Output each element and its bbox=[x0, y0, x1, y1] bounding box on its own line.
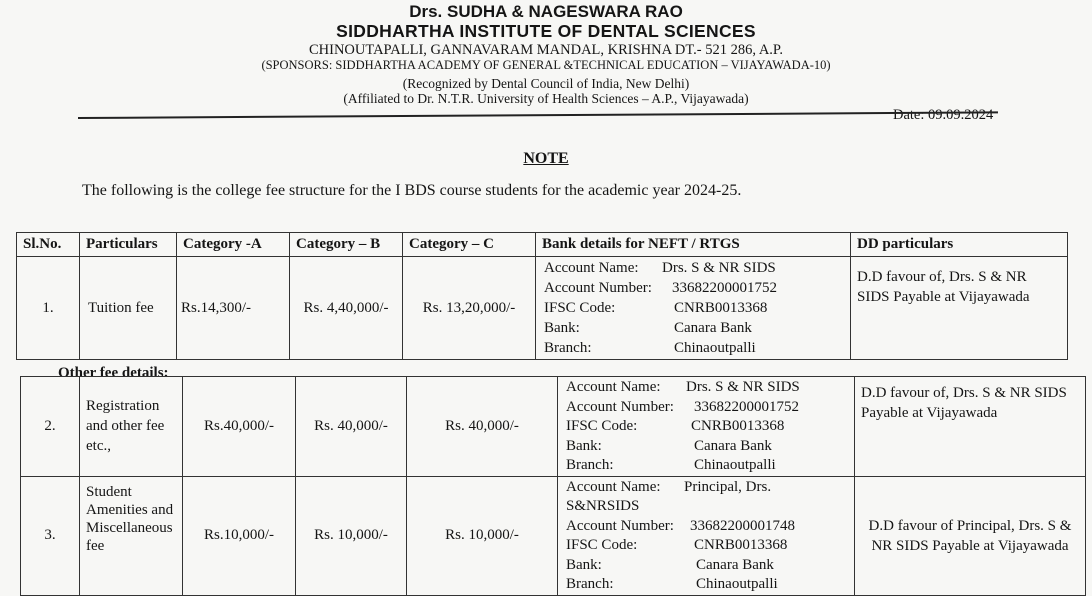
table-row bbox=[17, 257, 1068, 360]
other-fee-label: Other fee details: bbox=[58, 365, 169, 381]
col-category-b: Category – B bbox=[290, 233, 403, 257]
row-cat-b: Rs. 10,000/- bbox=[296, 476, 407, 595]
row-dd-particulars: D.D favour of, Drs. S & NR SIDS Payable at Vijayawada bbox=[855, 377, 1086, 477]
row-cat-a: Rs.14,300/- bbox=[177, 257, 290, 360]
institute-recognition: (Recognized by Dental Council of India, New Delhi) bbox=[402, 76, 690, 91]
bank-branch: Chinaoutpalli bbox=[694, 457, 776, 473]
bank-name: Canara Bank bbox=[694, 437, 772, 454]
institute-sponsors: (SPONSORS: SIDDHARTHA ACADEMY OF GENERAL &TECHNICAL EDUCATION – VIJAYAWADA-10) bbox=[261, 58, 831, 72]
row-particulars: Registration and other fee etc., bbox=[80, 377, 183, 477]
institute-address: CHINOUTAPALLI, GANNAVARAM MANDAL, KRISHNA DT.- 521 286, A.P. bbox=[308, 42, 784, 58]
bank-name: Canara Bank bbox=[674, 320, 752, 336]
note-title: NOTE bbox=[523, 150, 569, 167]
row-sl: 1. bbox=[17, 257, 80, 360]
note-heading bbox=[0, 150, 1092, 168]
row-cat-a: Rs.40,000/- bbox=[183, 377, 296, 477]
header-divider bbox=[78, 111, 998, 119]
institute-sponsor-name: Drs. SUDHA & NAGESWARA RAO bbox=[409, 2, 683, 21]
bank-account-number: 33682200001752 bbox=[694, 398, 799, 415]
col-bank-details: Bank details for NEFT / RTGS bbox=[536, 233, 851, 257]
row-dd-particulars: D.D favour of Principal, Drs. S & NR SIDS Payable at Vijayawada bbox=[855, 476, 1086, 595]
row-sl: 2. bbox=[21, 377, 80, 477]
other-fee-table bbox=[20, 376, 1086, 596]
bank-ifsc: CNRB0013368 bbox=[694, 537, 788, 553]
row-cat-c: Rs. 10,000/- bbox=[407, 476, 558, 595]
institute-affiliation: (Affiliated to Dr. N.T.R. University of Health Sciences – A.P., Vijayawada) bbox=[343, 91, 749, 106]
intro-text: The following is the college fee structure for the I BDS course students for the academic year 2024-25. bbox=[82, 182, 742, 199]
table-header-row bbox=[17, 233, 1068, 257]
col-particulars: Particulars bbox=[80, 233, 177, 257]
bank-label-account-number: Account Number: bbox=[544, 280, 652, 296]
bank-label-account-name: Account Name: bbox=[566, 379, 661, 395]
bank-label-account-name: Account Name: bbox=[544, 260, 639, 276]
bank-label-bank: Bank: bbox=[566, 556, 602, 573]
tuition-fee-table bbox=[16, 232, 1068, 360]
row-dd-particulars: D.D favour of, Drs. S & NR SIDS Payable at Vijayawada bbox=[851, 257, 1068, 360]
row-bank-details bbox=[558, 476, 855, 595]
bank-account-name: Drs. S & NR SIDS bbox=[686, 379, 800, 395]
row-bank-details bbox=[536, 257, 851, 360]
bank-account-name: Drs. S & NR SIDS bbox=[662, 260, 776, 276]
document-date: Date: 09.09.2024 bbox=[893, 107, 994, 123]
row-cat-b: Rs. 4,40,000/- bbox=[290, 257, 403, 360]
bank-label-bank: Bank: bbox=[544, 320, 580, 336]
institute-name: SIDDHARTHA INSTITUTE OF DENTAL SCIENCES bbox=[336, 21, 756, 41]
bank-label-bank: Bank: bbox=[566, 437, 602, 454]
col-category-c: Category – C bbox=[403, 233, 536, 257]
col-dd-particulars: DD particulars bbox=[851, 233, 1068, 257]
row-cat-c: Rs. 40,000/- bbox=[407, 377, 558, 477]
bank-label-account-name: Account Name: bbox=[566, 478, 661, 495]
row-cat-c: Rs. 13,20,000/- bbox=[403, 257, 536, 360]
bank-label-branch: Branch: bbox=[566, 576, 614, 592]
bank-label-account-number: Account Number: bbox=[566, 398, 674, 415]
bank-label-ifsc: IFSC Code: bbox=[566, 418, 638, 434]
row-sl: 3. bbox=[21, 476, 80, 595]
bank-label-ifsc: IFSC Code: bbox=[544, 300, 616, 316]
col-category-a: Category -A bbox=[177, 233, 290, 257]
col-slno: Sl.No. bbox=[17, 233, 80, 257]
bank-branch: Chinaoutpalli bbox=[674, 340, 756, 356]
bank-label-branch: Branch: bbox=[566, 457, 614, 473]
bank-account-name: Principal, Drs. S&NRSIDS bbox=[566, 478, 772, 514]
row-particulars: Student Amenities and Miscellaneous fee bbox=[80, 476, 183, 595]
row-cat-b: Rs. 40,000/- bbox=[296, 377, 407, 477]
bank-name: Canara Bank bbox=[696, 556, 774, 573]
row-cat-a: Rs.10,000/- bbox=[183, 476, 296, 595]
bank-ifsc: CNRB0013368 bbox=[674, 300, 768, 316]
bank-ifsc: CNRB0013368 bbox=[691, 418, 785, 434]
bank-label-branch: Branch: bbox=[544, 340, 592, 356]
bank-label-account-number: Account Number: bbox=[566, 517, 674, 534]
row-bank-details bbox=[558, 377, 855, 477]
table-row bbox=[21, 377, 1086, 477]
row-particulars: Tuition fee bbox=[80, 257, 177, 360]
bank-branch: Chinaoutpalli bbox=[696, 576, 778, 592]
bank-account-number: 33682200001748 bbox=[690, 517, 795, 534]
bank-account-number: 33682200001752 bbox=[672, 280, 777, 296]
table-row bbox=[21, 476, 1086, 595]
bank-label-ifsc: IFSC Code: bbox=[566, 537, 638, 553]
